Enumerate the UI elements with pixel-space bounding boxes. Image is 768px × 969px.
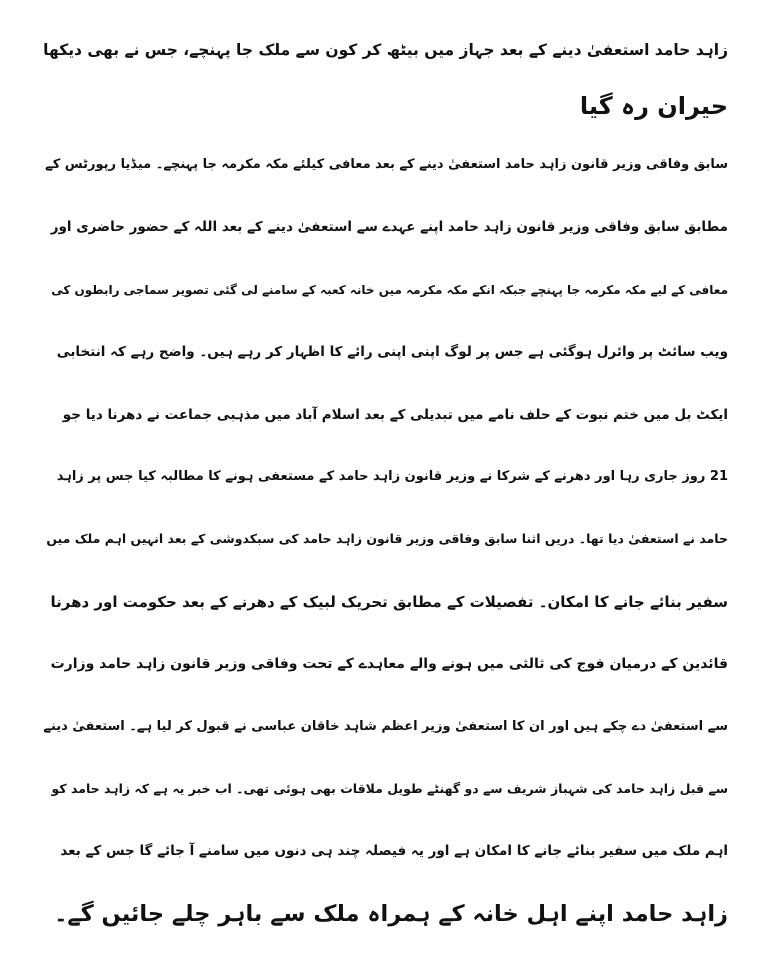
article-body bbox=[40, 134, 728, 945]
body-line: قائدین کے درمیان فوج کی ثالثی میں ہونے والے معاہدے کے تحت وفاقی وزیر قانون زاہد حامد وزارت bbox=[50, 656, 728, 673]
body-line: حامد نے استعفیٰ دیا تھا۔ دریں اثنا سابق وفاقی وزیر قانون زاہد حامد کی سبکدوشی کے بعد انہیں اہم ملک میں bbox=[46, 531, 728, 547]
body-line: سے قبل زاہد حامد کی شہباز شریف سے دو گھنٹے طویل ملاقات بھی ہوئی تھی۔ اب خبر یہ ہے کہ زاہد حامد کو bbox=[51, 781, 728, 797]
article-headline bbox=[40, 22, 728, 134]
body-line: سابق وفاقی وزیر قانون زاہد حامد استعفیٰ دینے کے بعد معافی کیلئے مکہ مکرمہ جا پہنچے۔ میڈیا رپورٹس کے bbox=[45, 157, 728, 172]
body-line: زاہد حامد اپنے اہل خانہ کے ہمراہ ملک سے باہر چلے جائیں گے۔ bbox=[54, 900, 728, 927]
body-line: مطابق سابق وفاقی وزیر قانون زاہد حامد اپنے عہدے سے استعفیٰ دینے کے بعد اللہ کے حضور حاضری اور bbox=[50, 219, 728, 236]
headline-line: زاہد حامد استعفیٰ دینے کے بعد جہاز میں بیٹھ کر کون سے ملک جا پہنچے، جس نے بھی دیکھا bbox=[43, 41, 728, 59]
body-line: سے استعفیٰ دے چکے ہیں اور ان کا استعفیٰ وزیر اعظم شاہد خاقان عباسی نے قبول کر لیا ہے۔ استعفیٰ دینے bbox=[43, 718, 728, 734]
headline-line: حیران رہ گیا bbox=[579, 92, 728, 120]
body-line: اہم ملک میں سفیر بنائے جانے کا امکان ہے اور یہ فیصلہ چند ہی دنوں میں سامنے آ جائے گا جس کے بعد bbox=[60, 843, 728, 860]
body-line: معافی کے لیے مکہ مکرمہ جا پہنچے جبکہ انکے مکہ مکرمہ میں خانہ کعبہ کے سامنے لی گئی تصویر سماجی رابطوں کی bbox=[51, 282, 728, 297]
body-line: ایکٹ بل میں ختم نبوت کے حلف نامے میں تبدیلی کے بعد اسلام آباد میں مذہبی جماعت نے دھرنا دیا جو bbox=[62, 406, 728, 423]
body-line: 21 روز جاری رہا اور دھرنے کے شرکا نے وزیر قانون زاہد حامد کے مستعفی ہونے کا مطالبہ کیا جس پر زاہد bbox=[56, 469, 728, 485]
body-line: ویب سائٹ پر وائرل ہوگئی ہے جس پر لوگ اپنی اپنی رائے کا اظہار کر رہے ہیں۔ واضح رہے کہ انتخابی bbox=[56, 344, 728, 361]
body-line: سفیر بنائے جانے کا امکان۔ تفصیلات کے مطابق تحریک لبیک کے دھرنے کے بعد حکومت اور دھرنا bbox=[50, 592, 728, 611]
